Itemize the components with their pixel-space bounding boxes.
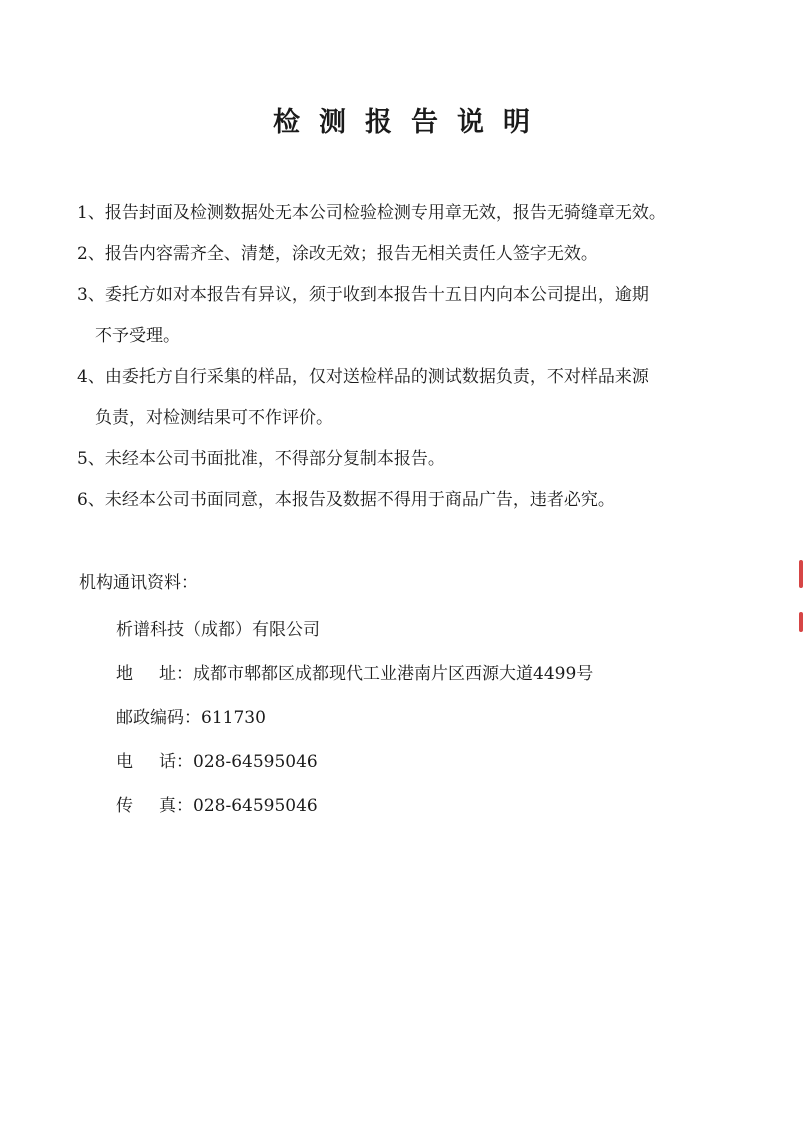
note-item — [77, 275, 757, 357]
page-title: 检测报告说明 — [273, 107, 549, 138]
seal-edge-mark — [799, 612, 803, 632]
contact-address-row — [116, 662, 593, 706]
contact-info — [116, 618, 593, 838]
note-item — [77, 480, 757, 521]
note-text: 2、报告内容需齐全、清楚，涂改无效；报告无相关责任人签字无效。 — [77, 244, 598, 264]
note-item — [77, 357, 757, 439]
contact-phone-row — [116, 750, 593, 794]
postcode-label: 邮政编码： — [116, 708, 201, 728]
note-item — [77, 193, 757, 234]
fax-value: 028-64595046 — [193, 796, 318, 816]
note-item — [77, 234, 757, 275]
note-continuation: 负责，对检测结果可不作评价。 — [95, 408, 333, 428]
seal-edge-mark — [799, 560, 803, 588]
address-label-a: 地 — [116, 664, 159, 684]
phone-label-a: 电 — [116, 752, 159, 772]
contact-postcode-row — [116, 706, 593, 750]
phone-value: 028-64595046 — [193, 752, 318, 772]
address-label — [116, 662, 193, 686]
contact-fax-row — [116, 794, 593, 838]
notes-list — [77, 193, 757, 521]
address-label-b: 址： — [159, 664, 193, 684]
note-text: 4、由委托方自行采集的样品，仅对送检样品的测试数据负责，不对样品来源 — [77, 367, 649, 387]
fax-label — [116, 794, 193, 818]
address-value: 成都市郫都区成都现代工业港南片区西源大道4499号 — [193, 664, 594, 684]
fax-label-a: 传 — [116, 796, 159, 816]
contact-company: 析谱科技（成都）有限公司 — [116, 620, 320, 640]
fax-label-b: 真： — [159, 796, 193, 816]
contact-heading: 机构通讯资料： — [79, 573, 198, 593]
note-text: 5、未经本公司书面批准，不得部分复制本报告。 — [77, 449, 445, 469]
postcode-value: 611730 — [201, 708, 266, 728]
note-text: 1、报告封面及检测数据处无本公司检验检测专用章无效，报告无骑缝章无效。 — [77, 203, 666, 223]
phone-label-b: 话： — [159, 752, 193, 772]
note-continuation: 不予受理。 — [95, 326, 180, 346]
note-text: 6、未经本公司书面同意，本报告及数据不得用于商品广告，违者必究。 — [77, 490, 615, 510]
note-item — [77, 439, 757, 480]
note-text: 3、委托方如对本报告有异议，须于收到本报告十五日内向本公司提出，逾期 — [77, 285, 649, 305]
phone-label — [116, 750, 193, 774]
